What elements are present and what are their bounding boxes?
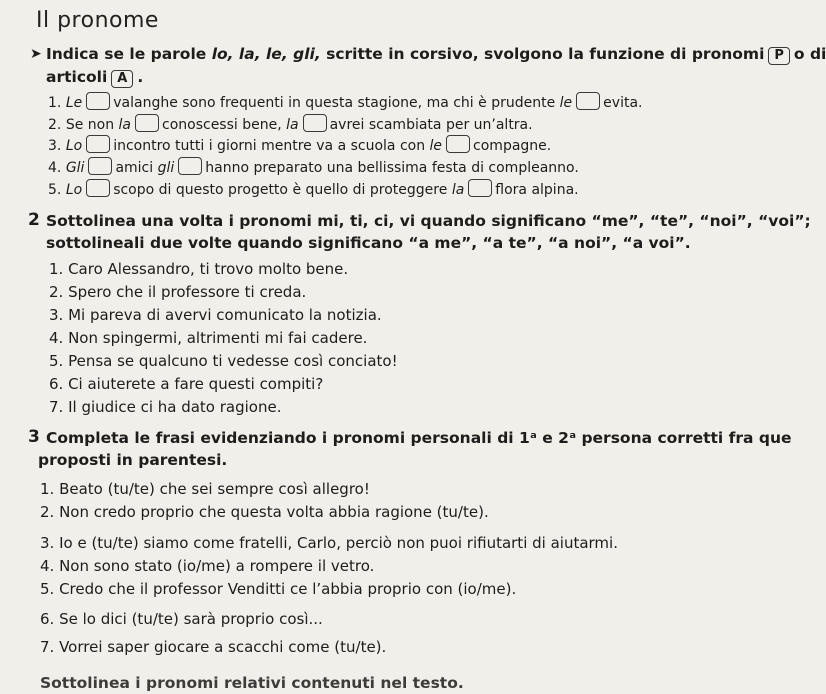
exercise-2-item: 4. Non spingermi, altrimenti mi fai cadere. — [49, 329, 368, 347]
exercise-3-instruction: Completa le frasi evidenziando i pronomi personali di 1ᵃ e 2ᵃ persona corretti fra que — [46, 429, 792, 447]
exercise-2-number: 2 — [28, 210, 40, 230]
exercise-2-instruction: Sottolinea una volta i pronomi mi, ti, ci, vi quando significano “me”, “te”, “noi”, “voi”; — [46, 212, 811, 230]
exercise-3-item: 4. Non sono stato (io/me) a rompere il vetro. — [40, 557, 375, 575]
exercise-1-item: 1. Le valanghe sono frequenti in questa stagione, ma chi è prudente le evita. — [48, 92, 642, 111]
articolo-badge: A — [111, 70, 133, 88]
answer-box[interactable] — [178, 157, 202, 175]
exercise-2-instruction-line2: sottolineali due volte quando significano “a me”, “a te”, “a noi”, “a voi”. — [46, 234, 691, 252]
exercise-1-marker: ➤ — [30, 46, 42, 62]
exercise-2-item: 1. Caro Alessandro, ti trovo molto bene. — [49, 260, 349, 278]
answer-box[interactable] — [468, 179, 492, 197]
exercise-3-number: 3 — [28, 427, 40, 447]
answer-box[interactable] — [88, 157, 112, 175]
answer-box[interactable] — [576, 92, 600, 110]
exercise-3-item: 3. Io e (tu/te) siamo come fratelli, Carlo, perciò non puoi rifiutarti di aiutarmi. — [40, 534, 618, 552]
exercise-1-instruction: Indica se le parole lo, la, le, gli, scritte in corsivo, svolgono la funzione di pronomi P o di — [46, 45, 826, 63]
answer-box[interactable] — [86, 92, 110, 110]
exercise-2-item: 3. Mi pareva di avervi comunicato la notizia. — [49, 306, 382, 324]
exercise-3-item: 6. Se lo dici (tu/te) sarà proprio così... — [40, 610, 323, 628]
exercise-4-instruction: Sottolinea i pronomi relativi contenuti nel testo. — [40, 674, 464, 692]
exercise-2-item: 5. Pensa se qualcuno ti vedesse così conciato! — [49, 352, 398, 370]
exercise-3-item: 7. Vorrei saper giocare a scacchi come (tu/te). — [40, 638, 387, 656]
answer-box[interactable] — [86, 135, 110, 153]
exercise-3-item: 2. Non credo proprio che questa volta abbia ragione (tu/te). — [40, 503, 489, 521]
exercise-2-item: 6. Ci aiuterete a fare questi compiti? — [49, 375, 324, 393]
exercise-3-instruction-line2: proposti in parentesi. — [38, 451, 228, 469]
answer-box[interactable] — [135, 114, 159, 132]
answer-box[interactable] — [303, 114, 327, 132]
exercise-3-item: 5. Credo che il professor Venditti ce l’abbia proprio con (io/me). — [40, 580, 517, 598]
answer-box[interactable] — [446, 135, 470, 153]
exercise-1-instruction-line2: articoli A . — [46, 68, 144, 86]
page-title: Il pronome — [36, 8, 159, 33]
exercise-1-item: 3. Lo incontro tutti i giorni mentre va a scuola con le compagne. — [48, 135, 551, 154]
exercise-3-item: 1. Beato (tu/te) che sei sempre così allegro! — [40, 480, 370, 498]
answer-box[interactable] — [86, 179, 110, 197]
exercise-1-item: 2. Se non la conoscessi bene, la avrei scambiata per un’altra. — [48, 114, 533, 133]
exercise-1-item: 4. Gli amici gli hanno preparato una bellissima festa di compleanno. — [48, 157, 579, 176]
exercise-2-item: 2. Spero che il professore ti creda. — [49, 283, 307, 301]
exercise-1-item: 5. Lo scopo di questo progetto è quello di proteggere la flora alpina. — [48, 179, 579, 198]
exercise-2-item: 7. Il giudice ci ha dato ragione. — [49, 398, 282, 416]
pronome-badge: P — [768, 47, 790, 65]
